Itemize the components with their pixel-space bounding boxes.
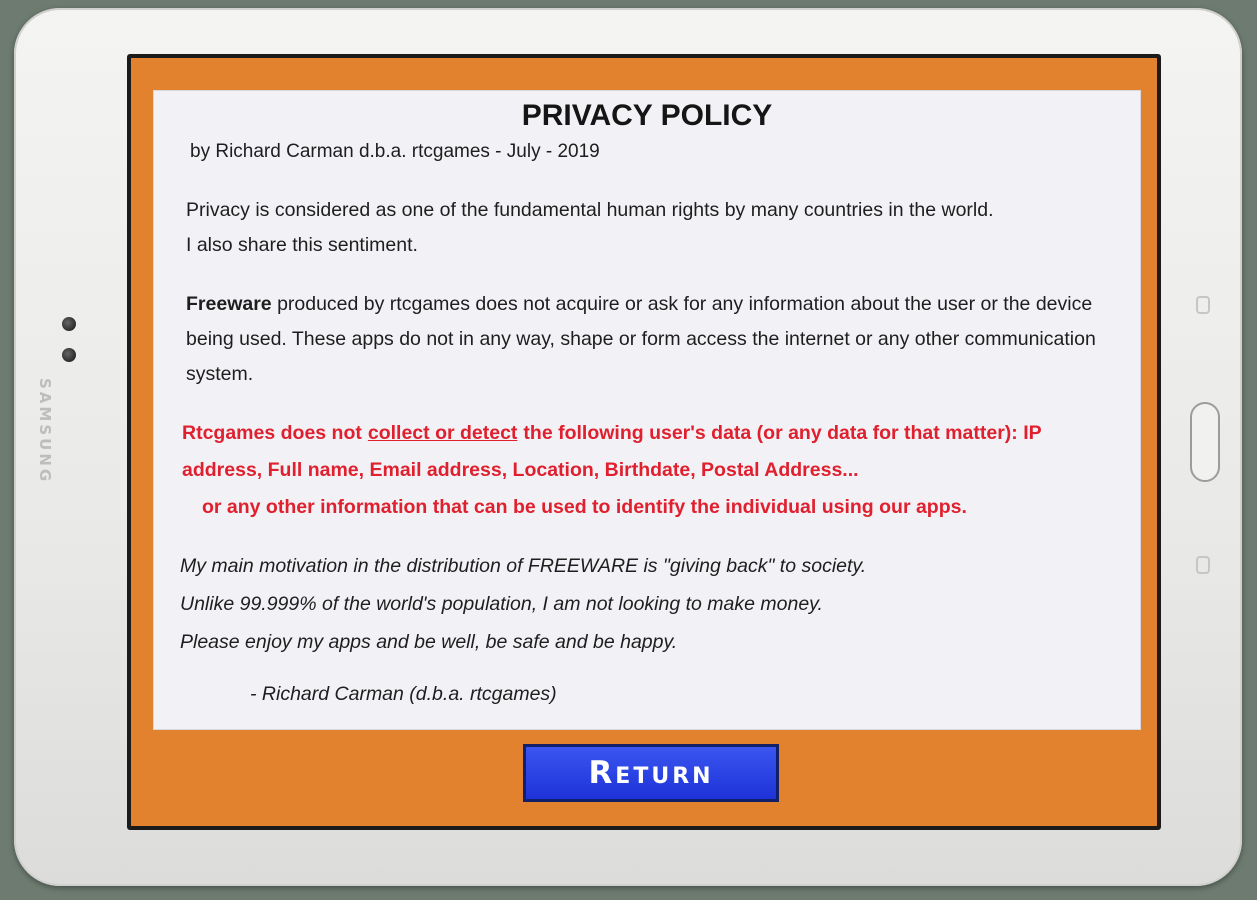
motivation-line-3: Please enjoy my apps and be well, be safe and be happy. (180, 631, 678, 653)
app-background (131, 58, 1157, 826)
motivation-paragraph (180, 547, 1120, 661)
camera-icon (62, 348, 76, 362)
byline: by Richard Carman d.b.a. rtcgames - July - 2019 (190, 141, 600, 162)
page-title: PRIVACY POLICY (521, 99, 773, 132)
notice-text: the following user's data (or any data for that matter): IP address, Full name, Email address, Location, Birthdate, Postal Address... (182, 422, 1042, 481)
notice-line-3: or any other information that can be used to identify the individual using our apps. (202, 496, 967, 518)
notice-prefix: Rtcgames does not (182, 422, 362, 444)
tablet-device (14, 8, 1242, 886)
data-collection-notice (182, 415, 1122, 526)
motivation-line-1: My main motivation in the distribution of FREEWARE is "giving back" to society. (180, 555, 867, 577)
device-brand-label: SAMSUNG (36, 378, 54, 485)
recent-apps-key-icon[interactable] (1196, 296, 1210, 314)
return-button[interactable]: Return (523, 744, 779, 802)
signature: - Richard Carman (d.b.a. rtcgames) (250, 683, 557, 705)
screen (127, 54, 1161, 830)
freeware-paragraph (186, 287, 1116, 392)
notice-underlined: collect or detect (367, 422, 518, 444)
sensor-dot-icon (62, 317, 76, 331)
freeware-text: produced by rtcgames does not acquire or ask for any information about the user or the device being used. These apps do not in any way, shape or form access the internet or any other communication system. (186, 293, 1096, 385)
freeware-bold-label: Freeware (186, 293, 272, 315)
privacy-paragraph (186, 193, 1116, 263)
privacy-policy-panel (153, 90, 1141, 730)
motivation-line-2: Unlike 99.999% of the world's population, I am not looking to make money. (180, 593, 823, 615)
home-button[interactable] (1190, 402, 1220, 482)
back-key-icon[interactable] (1196, 556, 1210, 574)
privacy-line-2: I also share this sentiment. (186, 234, 418, 256)
privacy-line-1: Privacy is considered as one of the fundamental human rights by many countries in the world. (186, 199, 994, 221)
